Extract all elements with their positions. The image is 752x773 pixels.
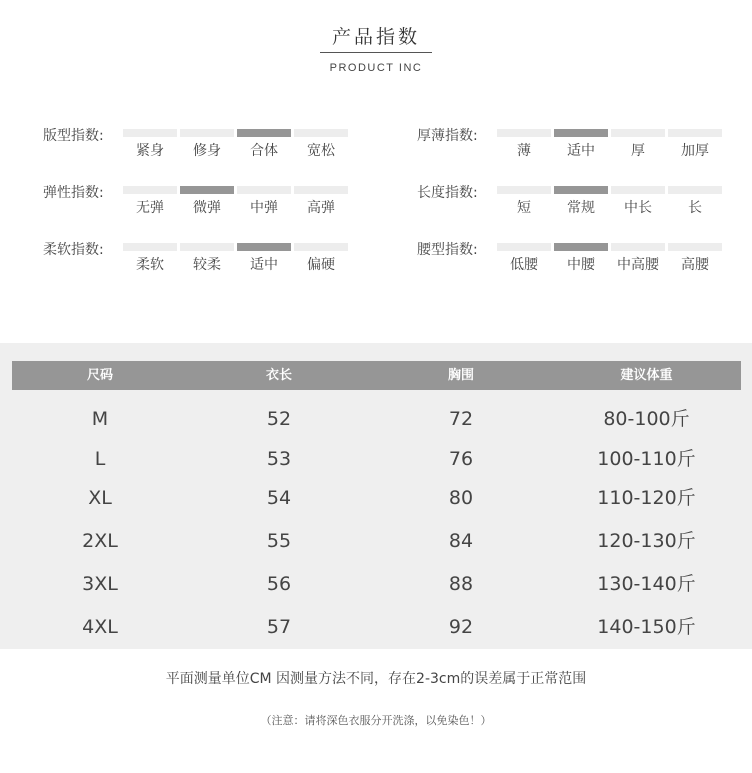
cell-size: XL	[88, 487, 112, 509]
index-option-label: 较柔	[193, 257, 221, 273]
index-bar	[180, 243, 234, 251]
index-option-label: 加厚	[681, 143, 709, 159]
index-option-selected	[554, 182, 608, 222]
index-option	[668, 239, 722, 279]
index-option	[294, 125, 348, 165]
index-option	[123, 182, 177, 222]
table-row	[12, 612, 741, 642]
index-option-label: 常规	[567, 200, 595, 216]
index-option	[611, 125, 665, 165]
index-option-selected	[554, 125, 608, 165]
index-bar	[123, 186, 177, 194]
index-option-label: 长	[688, 200, 702, 216]
cell-length: 52	[266, 408, 292, 430]
index-option	[237, 182, 291, 222]
index-option	[294, 182, 348, 222]
table-row	[12, 526, 741, 556]
index-option-label: 中高腰	[617, 257, 659, 273]
index-label: 长度指数:	[417, 185, 478, 201]
index-bar	[668, 243, 722, 251]
index-option-label: 高弹	[307, 200, 335, 216]
cell-weight: 110-120斤	[597, 487, 696, 509]
index-bar	[497, 186, 551, 194]
index-option	[497, 125, 551, 165]
index-bar	[668, 129, 722, 137]
index-option	[668, 182, 722, 222]
index-option-label: 厚	[631, 143, 645, 159]
index-label: 版型指数:	[43, 128, 104, 144]
index-option	[611, 182, 665, 222]
cell-chest: 76	[448, 448, 474, 470]
index-label: 弹性指数:	[43, 185, 104, 201]
index-option	[123, 125, 177, 165]
index-option-selected	[237, 125, 291, 165]
index-group	[417, 125, 727, 169]
cell-size: M	[91, 408, 109, 430]
cell-size: L	[94, 448, 106, 470]
index-bar	[180, 186, 234, 194]
index-bar	[294, 243, 348, 251]
page-subtitle: PRODUCT INC	[329, 62, 423, 74]
index-bar	[497, 243, 551, 251]
index-option-label: 修身	[193, 143, 221, 159]
index-bar	[294, 186, 348, 194]
index-bar	[237, 129, 291, 137]
page-title: 产品指数	[331, 26, 420, 48]
index-group	[417, 239, 727, 283]
index-bar	[123, 243, 177, 251]
index-option-label: 薄	[517, 143, 531, 159]
index-option	[668, 125, 722, 165]
cell-weight: 80-100斤	[603, 408, 690, 430]
index-option-label: 低腰	[510, 257, 538, 273]
index-option	[497, 239, 551, 279]
cell-chest: 72	[448, 408, 474, 430]
cell-size: 3XL	[82, 573, 118, 595]
cell-chest: 84	[448, 530, 474, 552]
header-size: 尺码	[86, 368, 113, 383]
cell-chest: 92	[448, 616, 474, 638]
index-bar	[611, 243, 665, 251]
index-option-label: 短	[517, 200, 531, 216]
index-bar	[123, 129, 177, 137]
index-option-selected	[554, 239, 608, 279]
table-row	[12, 404, 741, 434]
index-option-label: 中腰	[567, 257, 595, 273]
index-bar	[554, 129, 608, 137]
cell-chest: 80	[448, 487, 474, 509]
measurement-note: 平面测量单位CM 因测量方法不同，存在2-3cm的误差属于正常范围	[165, 671, 587, 687]
index-option-label: 中弹	[250, 200, 278, 216]
title-divider	[320, 52, 432, 53]
index-option-label: 紧身	[136, 143, 164, 159]
index-option-label: 柔软	[136, 257, 164, 273]
table-row	[12, 483, 741, 513]
index-option-label: 宽松	[307, 143, 335, 159]
index-option	[180, 239, 234, 279]
cell-length: 55	[266, 530, 292, 552]
cell-weight: 130-140斤	[597, 573, 696, 595]
index-bar	[668, 186, 722, 194]
care-note: （注意：请将深色衣服分开洗涤，以免染色！）	[260, 714, 492, 727]
index-group	[43, 182, 353, 226]
cell-size: 2XL	[82, 530, 118, 552]
index-option-label: 微弹	[193, 200, 221, 216]
index-option-label: 无弹	[136, 200, 164, 216]
cell-length: 54	[266, 487, 292, 509]
index-option	[497, 182, 551, 222]
table-row	[12, 569, 741, 599]
index-option-label: 中长	[624, 200, 652, 216]
index-bar	[611, 129, 665, 137]
index-option	[611, 239, 665, 279]
index-bar	[180, 129, 234, 137]
index-group	[417, 182, 727, 226]
cell-chest: 88	[448, 573, 474, 595]
index-option-label: 偏硬	[307, 257, 335, 273]
index-group	[43, 125, 353, 169]
size-table-header	[12, 361, 741, 390]
index-option-label: 适中	[567, 143, 595, 159]
index-option	[180, 125, 234, 165]
index-bar	[237, 186, 291, 194]
index-option	[294, 239, 348, 279]
index-group	[43, 239, 353, 283]
index-bar	[497, 129, 551, 137]
index-bar	[554, 243, 608, 251]
index-label: 柔软指数:	[43, 242, 104, 258]
header-weight: 建议体重	[620, 368, 673, 383]
cell-length: 53	[266, 448, 292, 470]
index-option-selected	[180, 182, 234, 222]
index-option-label: 合体	[250, 143, 278, 159]
index-option	[123, 239, 177, 279]
index-bar	[237, 243, 291, 251]
header-length: 衣长	[265, 368, 292, 383]
cell-weight: 120-130斤	[597, 530, 696, 552]
cell-weight: 140-150斤	[597, 616, 696, 638]
cell-size: 4XL	[82, 616, 118, 638]
header-chest: 胸围	[447, 368, 474, 383]
cell-length: 57	[266, 616, 292, 638]
index-bar	[611, 186, 665, 194]
table-row	[12, 444, 741, 474]
index-label: 厚薄指数:	[417, 128, 478, 144]
index-bar	[294, 129, 348, 137]
index-option-label: 高腰	[681, 257, 709, 273]
index-label: 腰型指数:	[417, 242, 478, 258]
cell-length: 56	[266, 573, 292, 595]
index-bar	[554, 186, 608, 194]
cell-weight: 100-110斤	[597, 448, 696, 470]
index-option-selected	[237, 239, 291, 279]
index-option-label: 适中	[250, 257, 278, 273]
